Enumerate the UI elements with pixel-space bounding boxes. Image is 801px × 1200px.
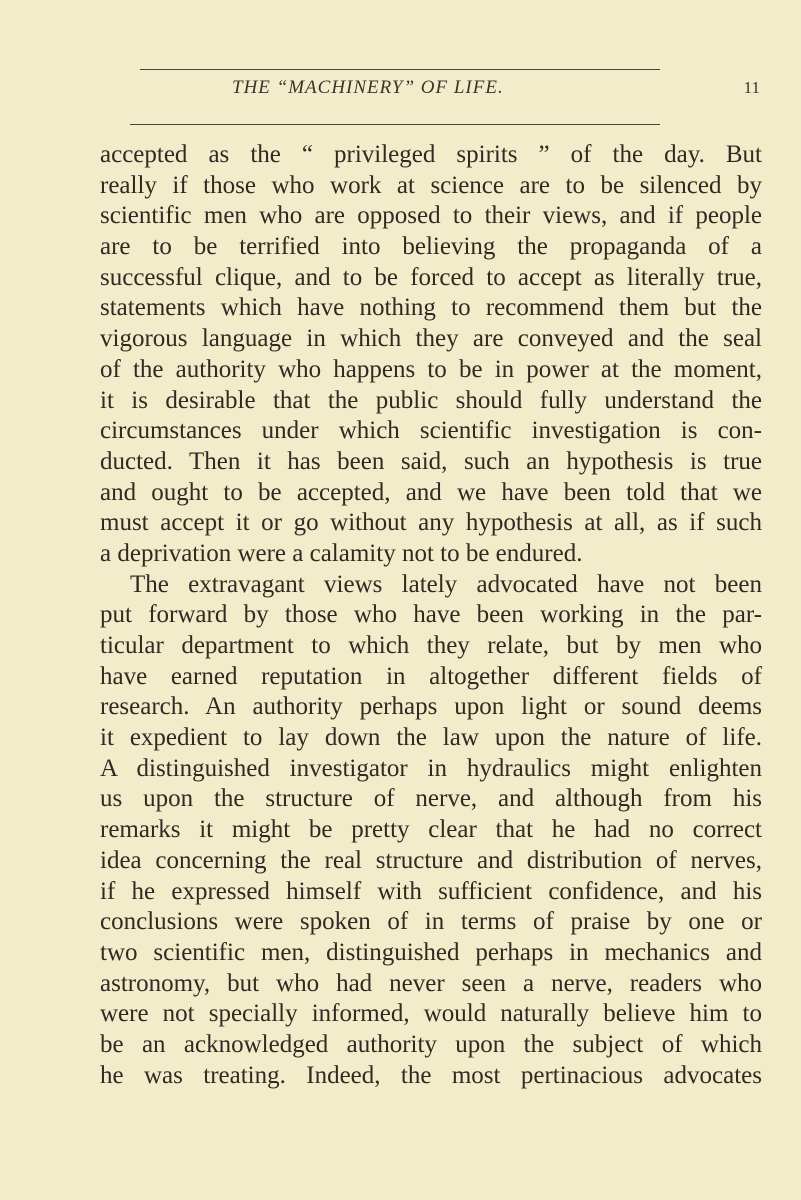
text-line: ducted. Then it has been said, such an hypothesis is true [100,447,762,475]
text-line: statements which have nothing to recommend them but the [100,294,762,322]
text-line: of the authority who happens to be in power at the moment, [100,355,762,383]
text-line: are to be terrified into believing the propaganda of a [100,233,762,261]
text-line: a deprivation were a calamity not to be endured. [100,539,583,567]
text-line: accepted as the “ privileged spirits ” of the day. But [100,141,762,168]
text-line: successful clique, and to be forced to accept as literally true, [100,263,762,291]
text-line: The extravagant views lately advocated have not been [130,570,762,598]
text-line: astronomy, but who had never seen a nerve, readers who [100,969,762,997]
text-line: really if those who work at science are to be silenced by [100,171,762,199]
text-line: if he expressed himself with sufficient confidence, and his [100,877,762,905]
paragraph-1 [100,140,762,570]
text-line: it expedient to lay down the law upon the nature of life. [100,724,762,752]
text-line: conclusions were spoken of in terms of praise by one or [100,908,762,936]
text-line: and ought to be accepted, and we have been told that we [100,478,762,506]
text-line: vigorous language in which they are conveyed and the seal [100,325,762,353]
running-head: THE “MACHINERY” OF LIFE. [232,77,504,98]
text-line: ticular department to which they relate, but by men who [100,632,762,659]
text-line: must accept it or go without any hypothesis at all, as if such [100,509,762,537]
text-line: A distinguished investigator in hydraulics might enlighten [100,754,762,782]
header-top-rule [140,69,660,70]
text-line: put forward by those who have been working in the par- [100,601,762,629]
body-text [100,140,762,1091]
text-line: remarks it might be pretty clear that he had no correct [100,816,762,844]
text-line: research. An authority perhaps upon light or sound deems [100,693,762,721]
text-line: were not specially informed, would naturally believe him to [100,1000,762,1028]
text-line: two scientific men, distinguished perhaps in mechanics and [100,938,762,966]
text-line: us upon the structure of nerve, and although from his [100,785,762,813]
paragraph-2 [100,570,762,1092]
text-line: he was treating. Indeed, the most pertinacious advocates [100,1061,762,1089]
text-line: scientific men who are opposed to their views, and if people [100,202,762,230]
text-line: have earned reputation in altogether different fields of [100,662,762,690]
text-line: be an acknowledged authority upon the subject of which [100,1030,762,1058]
header-bottom-rule [130,124,660,125]
page-header [100,75,760,111]
page-number: 11 [743,78,760,97]
text-line: it is desirable that the public should fully understand the [100,386,762,414]
text-line: circumstances under which scientific investigation is con- [100,417,762,445]
text-line: idea concerning the real structure and distribution of nerves, [100,846,762,874]
